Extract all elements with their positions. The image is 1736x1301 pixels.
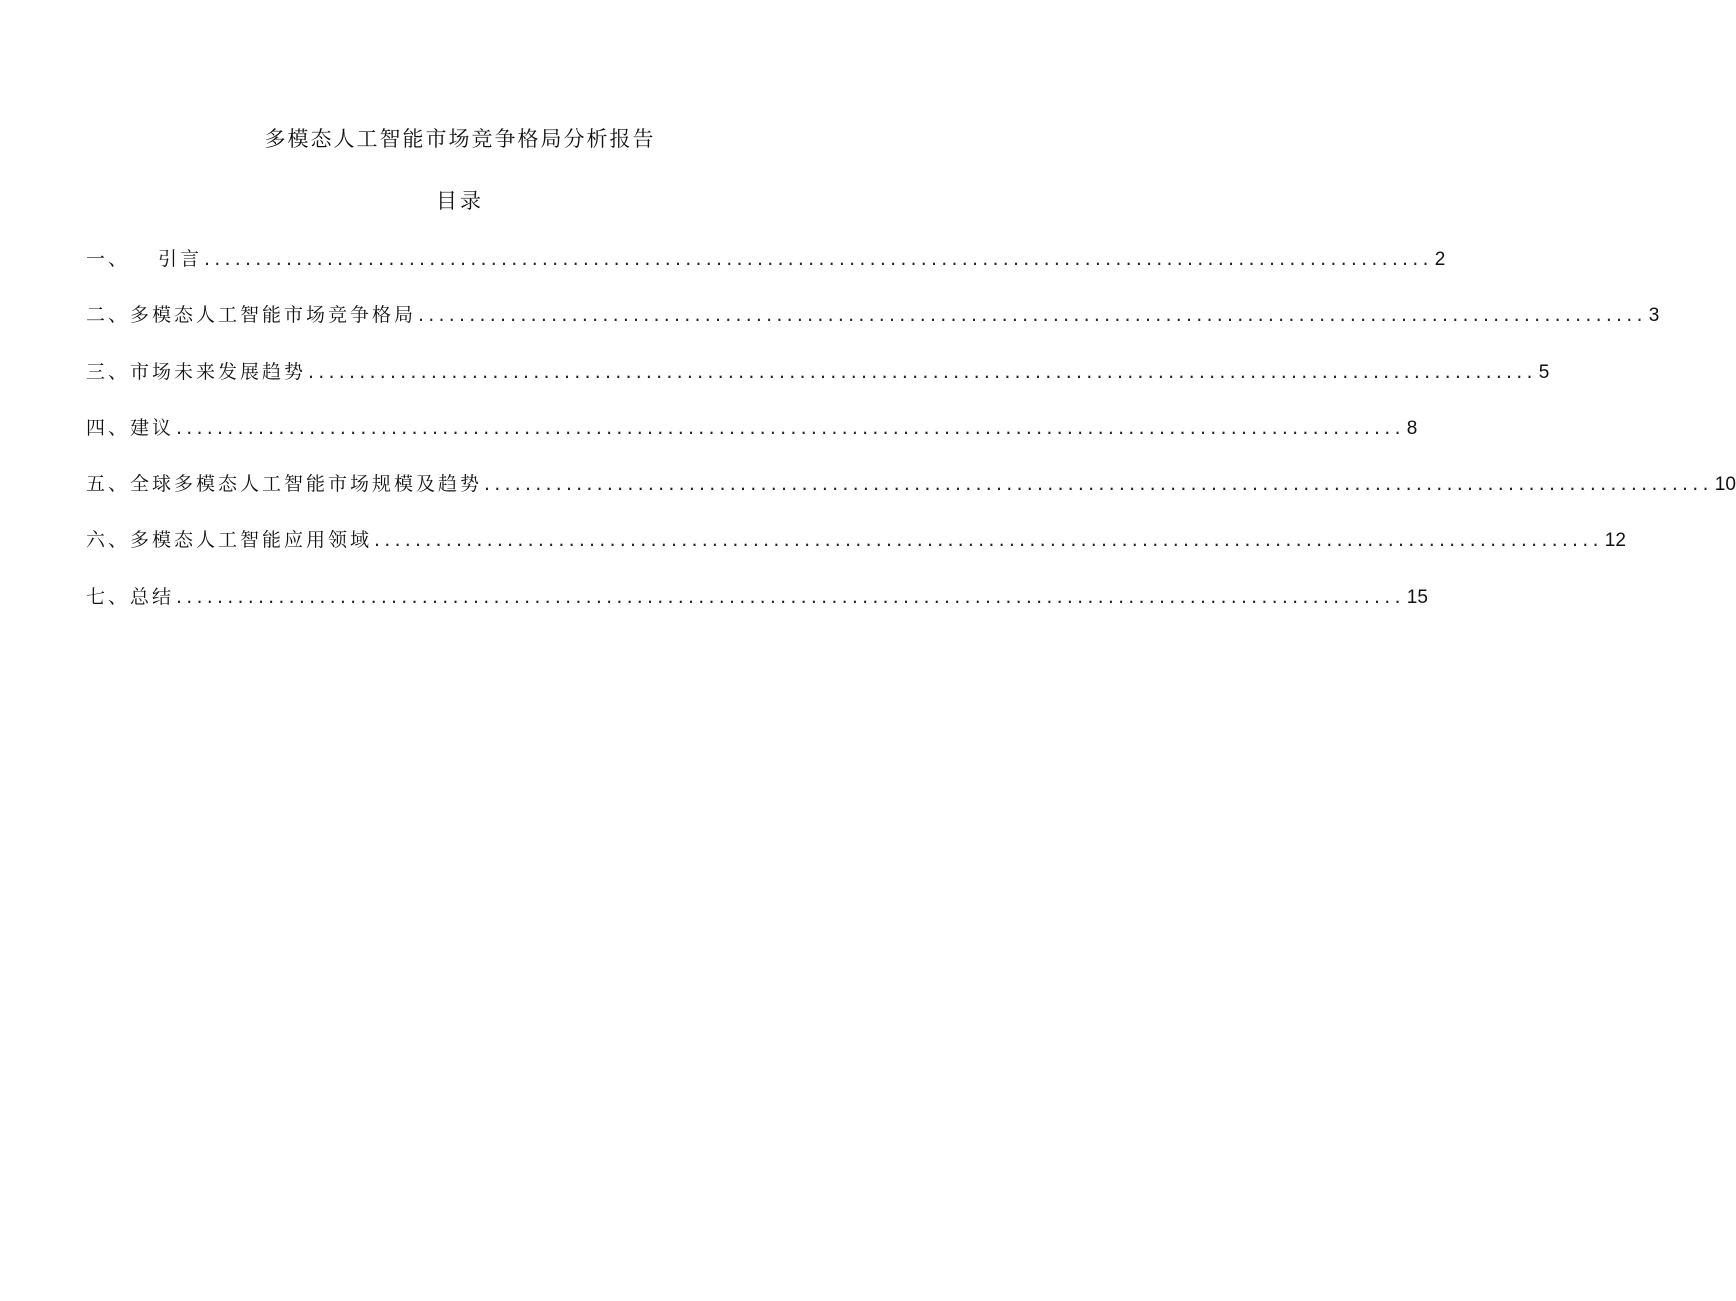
table-of-contents	[86, 244, 1736, 638]
toc-entry[interactable]	[86, 357, 1550, 413]
toc-entry-number: 五、	[86, 473, 131, 496]
toc-entry-title: 多模态人工智能市场竞争格局	[130, 304, 417, 327]
toc-entry-title: 多模态人工智能应用领域	[130, 529, 373, 552]
toc-entry-number: 二、	[86, 304, 131, 327]
toc-leader-dots: ........................................................................................................................	[484, 473, 1713, 496]
toc-entry[interactable]	[86, 300, 1660, 356]
toc-entry[interactable]	[86, 582, 1428, 638]
toc-leader-dots: ........................................................................................................................	[176, 585, 1405, 608]
toc-entry[interactable]	[86, 244, 1446, 300]
toc-entry[interactable]	[86, 525, 1626, 581]
toc-entry-title: 建议	[130, 416, 175, 439]
toc-entry-page: 3	[1648, 305, 1660, 327]
toc-entry[interactable]	[86, 469, 1736, 525]
document-title: 多模态人工智能市场竞争格局分析报告	[264, 127, 656, 151]
toc-leader-dots: ........................................................................................................................	[374, 529, 1603, 552]
toc-leader-dots: ........................................................................................................................	[308, 360, 1537, 383]
toc-entry-number: 三、	[86, 360, 131, 383]
toc-leader-dots: ........................................................................................................................	[204, 248, 1433, 270]
toc-entry-title: 总结	[130, 585, 175, 608]
toc-entry-number: 四、	[86, 416, 131, 439]
toc-entry-number: 六、	[86, 529, 131, 552]
toc-heading: 目录	[436, 189, 484, 213]
toc-entry-title: 全球多模态人工智能市场规模及趋势	[130, 473, 483, 496]
toc-entry-title: 引言	[158, 248, 203, 270]
toc-entry-page: 10	[1714, 474, 1736, 496]
toc-entry-page: 12	[1604, 530, 1626, 552]
toc-entry-page: 5	[1538, 361, 1550, 383]
toc-entry-number: 一、	[86, 248, 131, 270]
toc-entry[interactable]	[86, 413, 1418, 469]
toc-entry-title: 市场未来发展趋势	[130, 360, 307, 383]
toc-leader-dots: ........................................................................................................................	[176, 416, 1405, 439]
toc-entry-page: 15	[1406, 586, 1428, 608]
toc-entry-number: 七、	[86, 585, 131, 608]
toc-entry-page: 8	[1406, 417, 1418, 439]
toc-leader-dots: ........................................................................................................................	[418, 304, 1647, 327]
toc-entry-page: 2	[1434, 249, 1446, 270]
